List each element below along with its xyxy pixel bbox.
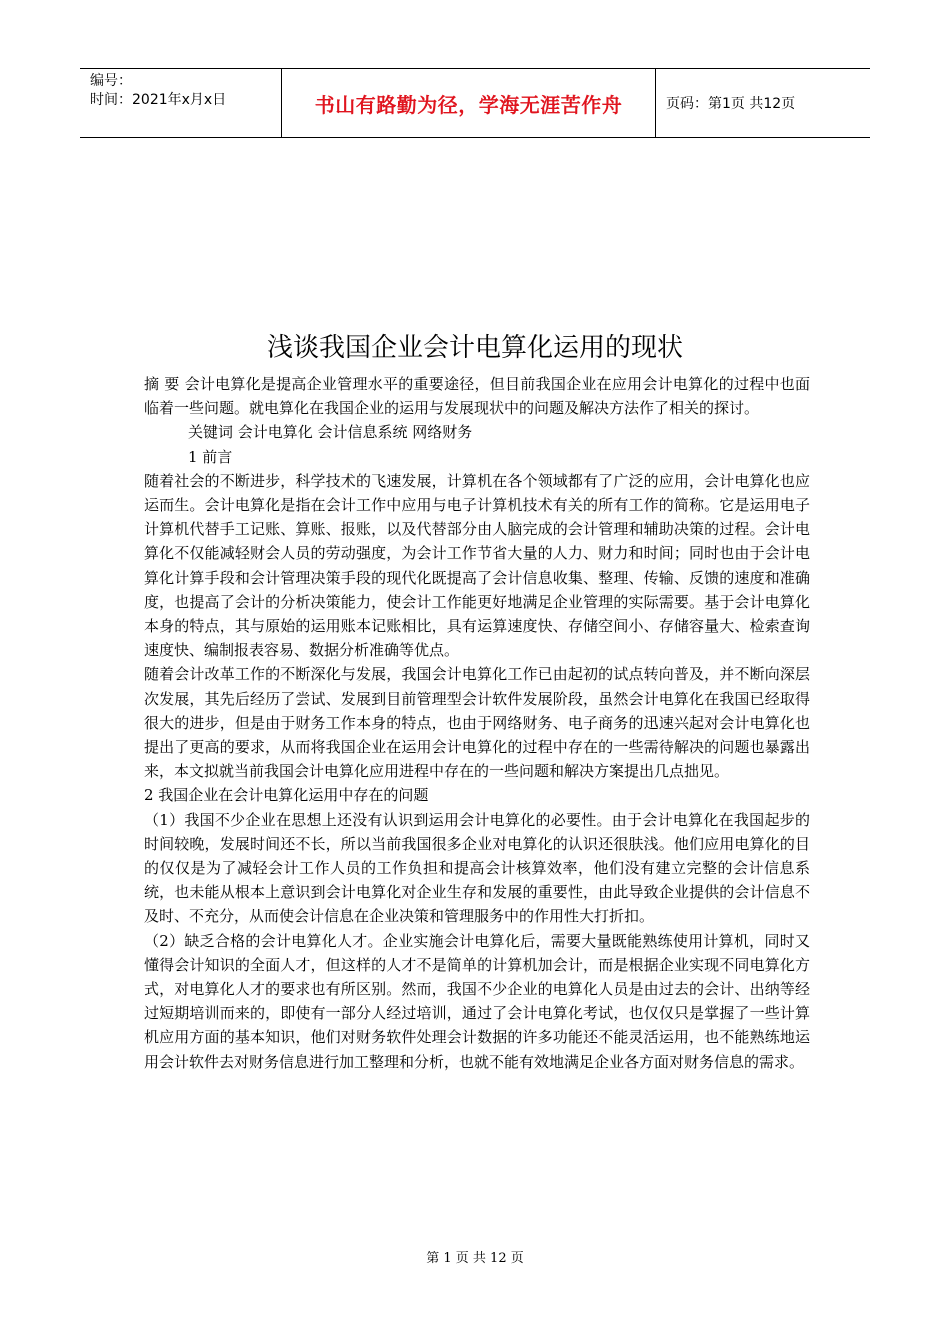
- body-paragraph: 随着会计改革工作的不断深化与发展，我国会计电算化工作已由起初的试点转向普及，并不断向深层次发展，其先后经历了尝试、发展到目前管理型会计软件发展阶段，虽然会计电算化在我国已经取得很大的进步，但是由于财务工作本身的特点，也由于网络财务、电子商务的迅速兴起对会计电算化也提出了更高的要求，从而将我国企业在运用会计电算化的过程中存在的一些需待解决的问题也暴露出来，本文拟就当前我国会计电算化应用进程中存在的一些问题和解决方案提出几点拙见。: [144, 665, 810, 781]
- abstract-paragraph: 摘 要 会计电算化是提高企业管理水平的重要途径，但目前我国企业在应用会计电算化的过程中也面临着一些问题。就电算化在我国企业的运用与发展现状中的问题及解决方法作了相关的探讨。: [144, 375, 810, 418]
- document-header: [80, 68, 870, 138]
- section-heading-introduction: 1 前言: [188, 447, 233, 466]
- body-paragraph: 随着社会的不断进步，科学技术的飞速发展，计算机在各个领域都有了广泛的应用，会计电算化也应运而生。会计电算化是指在会计工作中应用与电子计算机技术有关的所有工作的简称。它是运用电子计算机代替手工记账、算账、报账，以及代替部分由人脑完成的会计管理和辅助决策的过程。会计电算化不仅能减轻财会人员的劳动强度，为会计工作节省大量的人力、财力和时间；同时也由于会计电算化计算手段和会计管理决策手段的现代化既提高了会计信息收集、整理、传输、反馈的速度和准确度，也提高了会计的分析决策能力，使会计工作能更好地满足企业管理的实际需要。基于会计电算化本身的特点，其与原始的运用账本记账相比，具有运算速度快、存储空间小、存储容量大、检索查询速度快、编制报表容易、数据分析准确等优点。: [144, 471, 810, 660]
- header-meta-cell: [80, 69, 282, 137]
- document-time-label: 时间：2021年x月x日: [90, 92, 227, 108]
- page-footer: 第 1 页 共 12 页: [426, 1251, 524, 1266]
- document-title: 浅谈我国企业会计电算化运用的现状: [266, 333, 683, 363]
- section-heading-problems: 2 我国企业在会计电算化运用中存在的问题: [144, 786, 429, 805]
- document-number-label: 编号：: [90, 73, 132, 89]
- header-motto: 书山有路勤为径，学海无涯苦作舟: [282, 69, 656, 137]
- keywords-line: 关键词 会计电算化 会计信息系统 网络财务: [188, 423, 473, 442]
- body-paragraph: （1）我国不少企业在思想上还没有认识到运用会计电算化的必要性。由于会计电算化在我国起步的时间较晚，发展时间还不长，所以当前我国很多企业对电算化的认识还很肤浅。他们应用电算化的目的仅仅是为了减轻会计工作人员的工作负担和提高会计核算效率，他们没有建立完整的会计信息系统，也未能从根本上意识到会计电算化对企业生存和发展的重要性，由此导致企业提供的会计信息不及时、不充分，从而使会计信息在企业决策和管理服务中的作用性大打折扣。: [144, 810, 810, 926]
- header-page-info: 页码：第1页 共12页: [666, 96, 796, 112]
- document-body: [144, 372, 810, 1074]
- body-paragraph: （2）缺乏合格的会计电算化人才。企业实施会计电算化后，需要大量既能熟练使用计算机，同时又懂得会计知识的全面人才，但这样的人才不是简单的计算机加会计，而是根据企业实现不同电算化方式，对电算化人才的要求也有所区别。然而，我国不少企业的电算化人员是由过去的会计、出纳等经过短期培训而来的，即使有一部分人经过培训，通过了会计电算化考试，也仅仅只是掌握了一些计算机应用方面的基本知识，他们对财务软件处理会计数据的许多功能还不能灵活运用，也不能熟练地运用会计软件去对财务信息进行加工整理和分析，也就不能有效地满足企业各方面对财务信息的需求。: [144, 931, 810, 1071]
